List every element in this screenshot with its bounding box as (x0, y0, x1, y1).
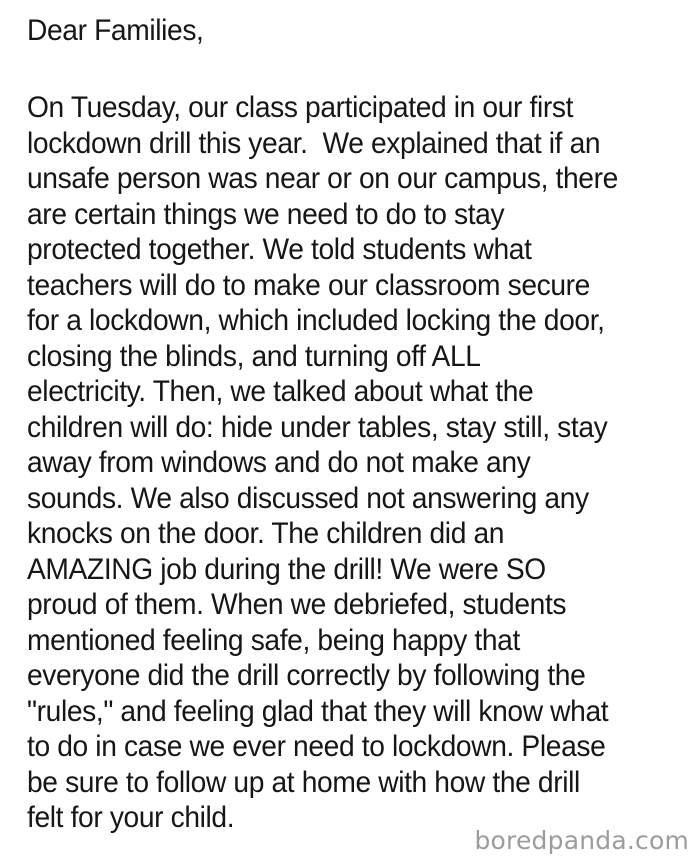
letter-line: away from windows and do not make any (27, 446, 531, 479)
letter-line: electricity. Then, we talked about what the (27, 375, 534, 408)
watermark: boredpanda.com (474, 826, 689, 855)
letter-line: everyone did the drill correctly by following the (27, 659, 586, 692)
letter-line: "rules," and feeling glad that they will know what (27, 694, 609, 728)
letter-line: closing the blinds, and turning off ALL (27, 339, 481, 373)
letter (27, 13, 685, 836)
letter-line: be sure to follow up at home with how the drill (27, 765, 580, 799)
letter-line: AMAZING job during the drill! We were SO (27, 552, 546, 586)
paragraph-gap (27, 49, 685, 90)
letter-line: to do in case we ever need to lockdown. Please (27, 730, 606, 763)
letter-line: protected together. We told students what (27, 233, 532, 266)
letter-body (27, 90, 685, 836)
letter-line: children will do: hide under tables, stay still, stay (27, 410, 608, 444)
letter-line: knocks on the door. The children did an (27, 517, 505, 550)
letter-line: felt for your child. (27, 801, 235, 834)
letter-line: sounds. We also discussed not answering any (27, 481, 589, 515)
letter-line: teachers will do to make our classroom secure (27, 268, 590, 302)
letter-line: mentioned feeling safe, being happy that (27, 623, 520, 657)
letter-line: unsafe person was near or on our campus, there (27, 162, 618, 195)
letter-line: lockdown drill this year. We explained that if an (27, 126, 601, 160)
letter-greeting: Dear Families, (27, 14, 204, 47)
letter-line: proud of them. When we debriefed, students (27, 588, 567, 621)
letter-line: On Tuesday, our class participated in our first (27, 91, 574, 124)
letter-line: for a lockdown, which included locking the door, (27, 304, 605, 337)
letter-line: are certain things we need to do to stay (27, 197, 505, 231)
